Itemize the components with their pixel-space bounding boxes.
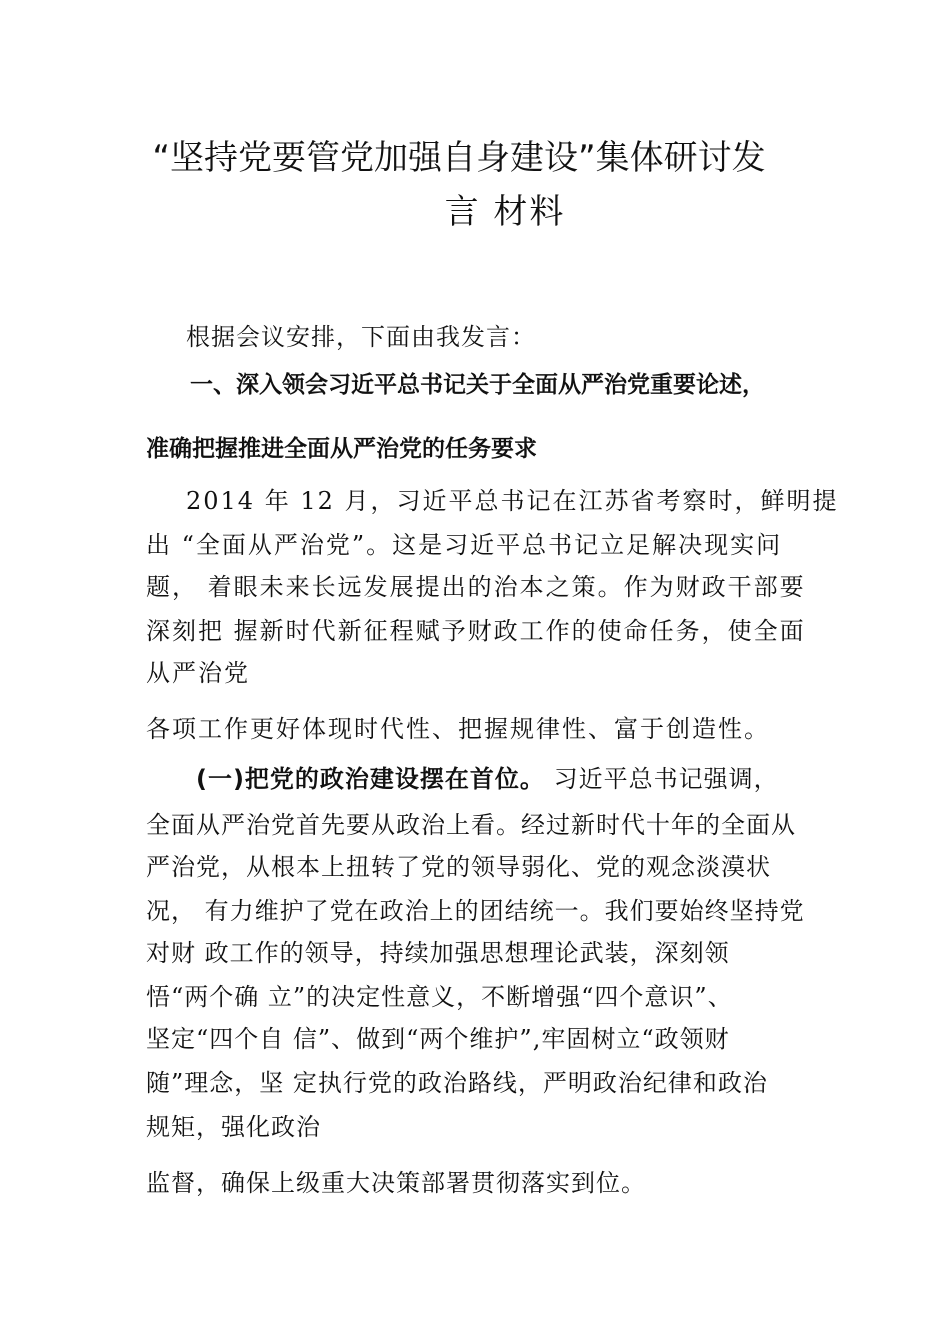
paragraph-2-line: 监督，确保上级重大决策部署贯彻落实到位。 xyxy=(146,1169,646,1197)
paragraph-2-line: 对财 政工作的领导，持续加强思想理论武装，深刻领 xyxy=(146,939,730,967)
subsection-1-lead-text: 习近平总书记强调， xyxy=(544,765,779,793)
paragraph-1-line: 深刻把 握新时代新征程赋予财政工作的使命任务，使全面 xyxy=(146,617,806,645)
paragraph-2-line: 坚定“四个自 信”、做到“两个维护”,牢固树立“政领财 xyxy=(146,1025,730,1053)
subsection-1-first-line xyxy=(196,764,779,794)
paragraph-1-line: 出 “全面从严治党”。这是习近平总书记立足解决现实问 xyxy=(146,531,783,559)
paragraph-2-line: 规矩，强化政治 xyxy=(146,1113,321,1141)
document-title-line-1: “坚持党要管党加强自身建设”集体研讨发 xyxy=(152,138,766,178)
paragraph-2-line: 随”理念，坚 定执行党的政治路线，严明政治纪律和政治 xyxy=(146,1069,768,1097)
intro-paragraph: 根据会议安排，下面由我发言： xyxy=(186,323,536,351)
paragraph-1-line: 2014 年 12 月，习近平总书记在江苏省考察时，鲜明提 xyxy=(186,487,839,515)
paragraph-2-line: 全面从严治党首先要从政治上看。经过新时代十年的全面从 xyxy=(146,811,796,839)
section-1-heading-line-2: 准确把握推进全面从严治党的任务要求 xyxy=(146,436,537,462)
paragraph-1-line: 题， 着眼未来长远发展提出的治本之策。作为财政干部要 xyxy=(146,573,806,601)
paragraph-1-line: 各项工作更好体现时代性、把握规律性、富于创造性。 xyxy=(146,715,770,743)
paragraph-1-line: 从严治党 xyxy=(146,659,250,687)
document-title-line-2: 言 材料 xyxy=(444,192,566,232)
section-1-heading-line-1: 一、深入领会习近平总书记关于全面从严治党重要论述， xyxy=(190,372,765,398)
paragraph-2-line: 悟“两个确 立”的决定性意义，不断增强“四个意识”、 xyxy=(146,983,733,1011)
subsection-1-heading: (一)把党的政治建设摆在首位。 xyxy=(196,765,545,793)
paragraph-2-line: 严治党，从根本上扭转了党的领导弱化、党的观念淡漠状 xyxy=(146,853,771,881)
paragraph-2-line: 况， 有力维护了党在政治上的团结统一。我们要始终坚持党 xyxy=(146,897,805,925)
